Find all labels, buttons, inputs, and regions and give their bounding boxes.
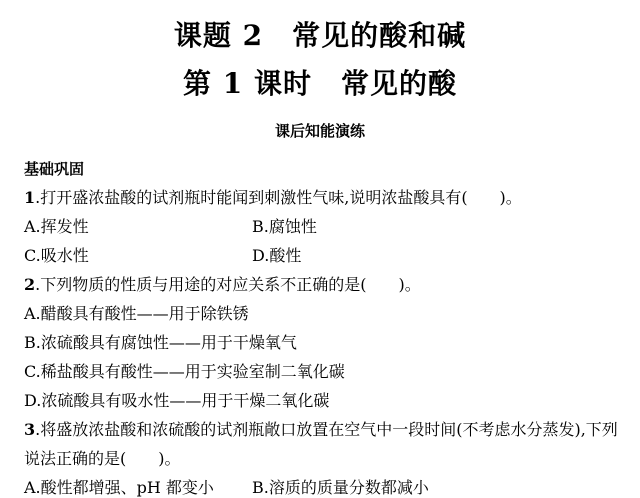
question-3-text: .将盛放浓盐酸和浓硫酸的试剂瓶敞口放置在空气中一段时间(不考虑水分蒸发),下列	[35, 420, 618, 439]
lesson-title: 第 1 课时 常见的酸	[183, 67, 457, 100]
question-3-stem-cont: 说法正确的是( )。	[24, 449, 181, 468]
question-2-option-a: A.醋酸具有酸性——用于除铁锈	[24, 304, 249, 323]
question-1-number: 1	[24, 188, 36, 207]
question-2-text: .下列物质的性质与用途的对应关系不正确的是( )。	[35, 275, 421, 294]
practice-heading: 课后知能演练	[274, 122, 365, 140]
question-3-number: 3	[24, 420, 36, 439]
question-1-option-a: A.挥发性	[24, 217, 89, 236]
section-heading: 基础巩固	[24, 160, 85, 178]
question-3-option-a: A.酸性都增强、pH 都变小	[24, 478, 214, 497]
question-3-option-b: B.溶质的质量分数都减小	[252, 478, 429, 497]
question-3-stem	[24, 417, 618, 440]
question-2-number: 2	[24, 275, 36, 294]
question-2-option-b: B.浓硫酸具有腐蚀性——用于干燥氧气	[24, 333, 297, 352]
question-2-option-d: D.浓硫酸具有吸水性——用于干燥二氧化碳	[24, 391, 330, 410]
question-1-option-c: C.吸水性	[24, 246, 89, 265]
question-2-option-c: C.稀盐酸具有酸性——用于实验室制二氧化碳	[24, 362, 345, 381]
question-1-stem	[24, 185, 522, 208]
question-1-option-b: B.腐蚀性	[252, 217, 317, 236]
question-1-text: .打开盛浓盐酸的试剂瓶时能闻到刺激性气味,说明浓盐酸具有( )。	[35, 188, 522, 207]
question-1-option-d: D.酸性	[252, 246, 302, 265]
page-title: 课题 2 常见的酸和碱	[173, 19, 467, 52]
question-2-stem	[24, 272, 421, 295]
